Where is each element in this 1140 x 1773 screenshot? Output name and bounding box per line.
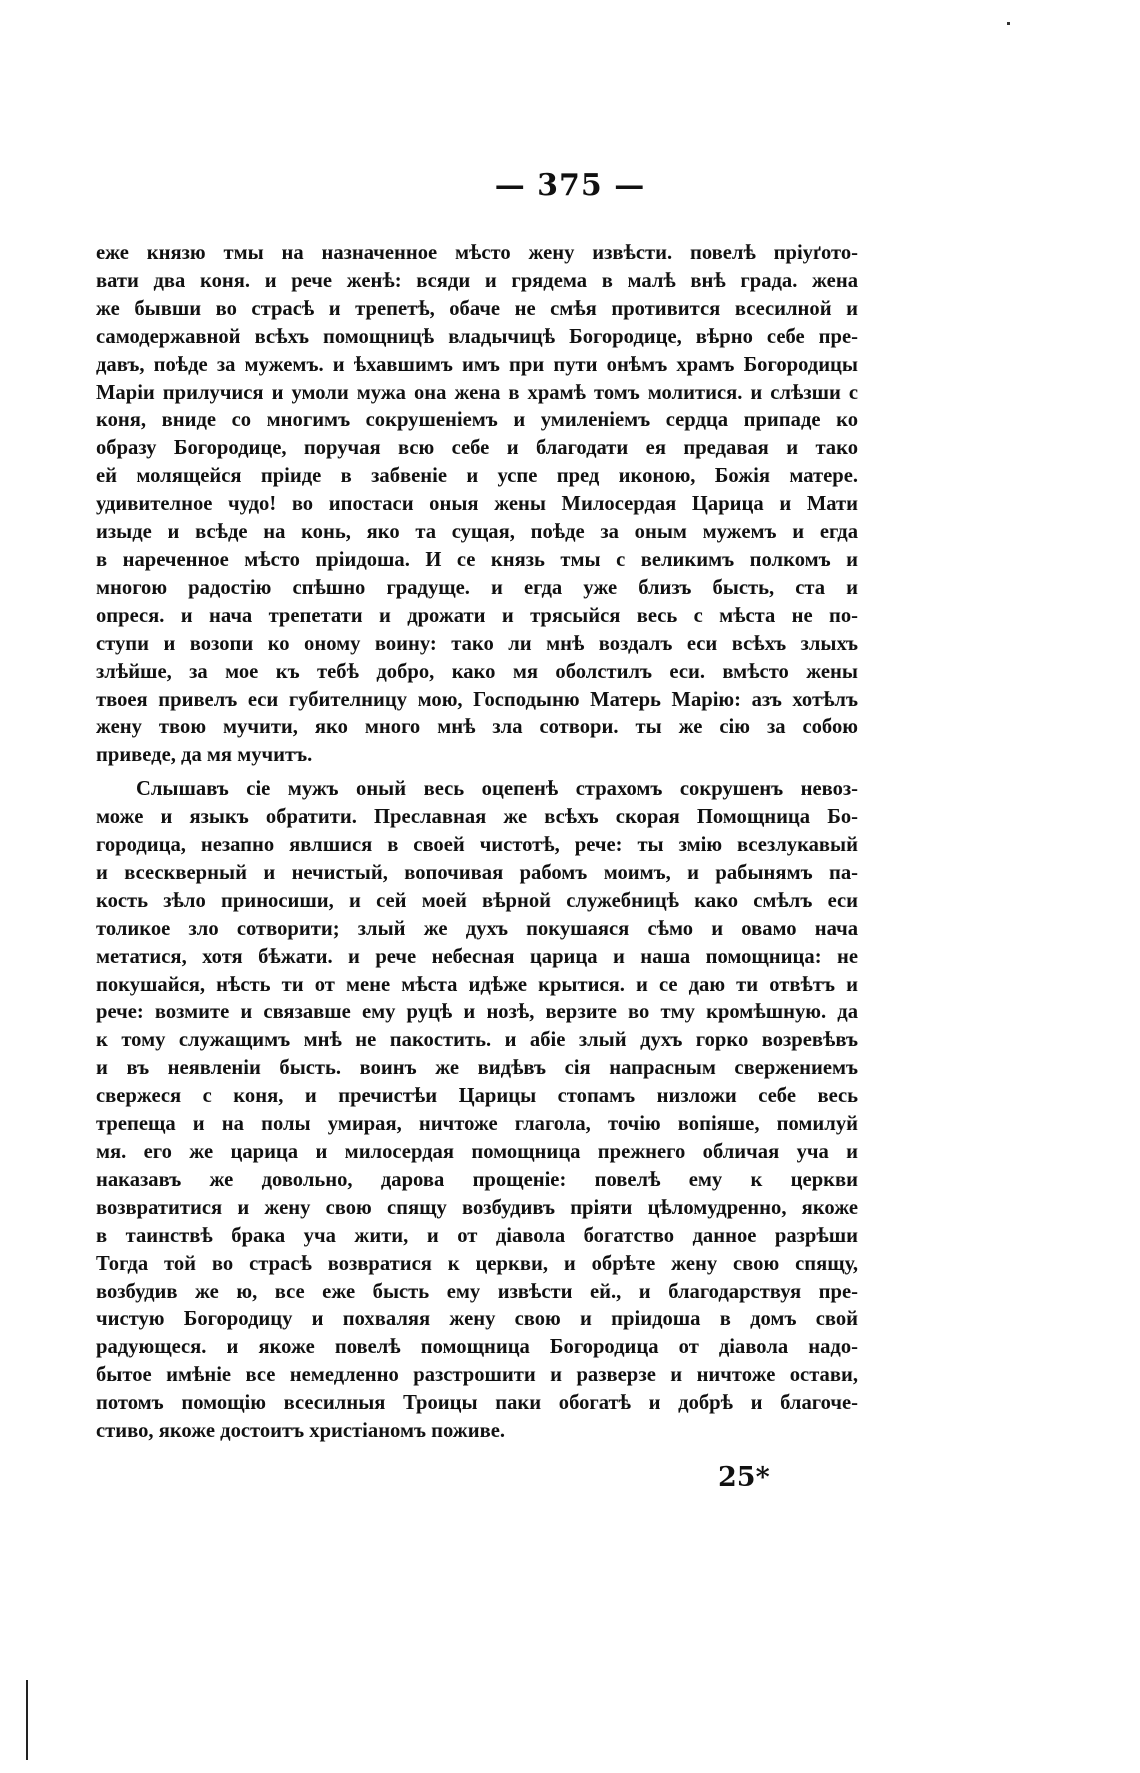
text-line: вати два коня. и рече женѣ: всяди и грядема в малѣ внѣ града. жена — [96, 269, 858, 292]
text-line: мя. его же царица и милосердая помощница прежнего обличая уча и — [96, 1141, 858, 1163]
scan-edge-mark — [26, 1680, 28, 1760]
text-line: Тогда той во страсѣ возвратися к церкви, и обрѣте жену свою спящу, — [96, 1252, 858, 1275]
text-line: образу Богородице, поручая всю себе и благодати ея предавая и тако — [96, 437, 858, 460]
text-line: самодержавной всѣхъ помощницѣ владычицѣ Богородице, вѣрно себе пре- — [96, 325, 858, 348]
text-line: потомъ помощію всесилныя Троицы паки обогатѣ и добрѣ и благоче- — [96, 1392, 858, 1415]
text-line: Маріи прилучися и умоли мужа она жена в храмѣ томъ молитися. и слѣзши с — [96, 381, 858, 404]
text-line: возбудив же ю, все еже бысть ему извѣсти ей., и благодарствуя пре- — [96, 1280, 858, 1303]
text-line: к тому служащимъ мнѣ не пакостить. и абіе злый духъ горко возревѣвъ — [96, 1029, 858, 1052]
text-line: радующеся. и якоже повелѣ помощница Богородица от діавола надо- — [96, 1336, 858, 1359]
text-line: возвратитися и жену свою спящу возбудивъ пріяти цѣломудренно, якоже — [96, 1196, 858, 1219]
paragraph-2 — [96, 776, 858, 1446]
text-line: и всескверный и нечистый, вопочивая рабомъ моимъ, и рабынямъ па- — [96, 861, 858, 884]
text-line: же бывши во страсѣ и трепетѣ, обаче не смѣя противится всесилной и — [96, 297, 858, 320]
text-line: стиво, якоже достоитъ христіаномъ поживе. — [96, 1420, 505, 1443]
text-line: покушайся, нѣсть ти от мене мѣста идѣже крытися. и се даю ти отвѣтъ и — [96, 973, 858, 996]
text-line: може и языкъ обратити. Преславная же всѣхъ скорая Помощница Бо- — [96, 806, 858, 829]
text-line: ей молящейся пріиде в забвеніе и успе пред иконою, Божія матере. — [96, 465, 858, 488]
text-line: бытое имѣніе все немедленно разстрошити и разверзе и ничтоже остави, — [96, 1364, 858, 1387]
text-line: наказавъ же довольно, дарова прощеніе: повелѣ ему к церкви — [96, 1168, 858, 1191]
text-line: давъ, поѣде за мужемъ. и ѣхавшимъ имъ при пути онѣмъ храмъ Богородицы — [96, 353, 858, 376]
text-line: чистую Богородицу и похваляя жену свою и пріидоша в домъ свой — [96, 1308, 858, 1331]
text-line: ступи и возопи ко оному воину: тако ли мнѣ воздалъ еси всѣхъ злыхъ — [96, 632, 858, 655]
text-line: жену твою мучити, яко много мнѣ зла сотвори. ты же сію за собою — [96, 716, 858, 739]
text-line: Слышавъ сіе мужъ оный весь оцепенѣ страхомъ сокрушенъ невоз- — [136, 778, 858, 801]
text-line: в нареченное мѣсто пріидоша. И се князь тмы с великимъ полкомъ и — [96, 548, 858, 571]
text-line: твоея привелъ еси губителницу мою, Господыню Матерь Марію: азъ хотѣлъ — [96, 688, 858, 711]
text-line: опреся. и нача трепетати и дрожати и трясыйся весь с мѣста не по- — [96, 604, 858, 627]
text-line: изыде и всѣде на конь, яко та сущая, поѣде за оным мужемъ и егда — [96, 521, 858, 544]
text-line: удивителное чудо! во ипостаси оныя жены Милосердая Царица и Мати — [96, 493, 858, 516]
text-line: рече: возмите и связавше ему руцѣ и нозѣ, верзите во тму кромѣшную. да — [96, 1001, 858, 1024]
paragraph-1 — [96, 240, 858, 770]
text-line: злѣйше, за мое къ тебѣ добро, како мя оболстилъ еси. вмѣсто жены — [96, 660, 858, 683]
text-line: метатися, хотя бѣжати. и рече небесная царица и наша помощница: не — [96, 945, 858, 968]
signature-mark: 25* — [718, 1462, 770, 1493]
text-line: городица, незапно явлшися в своей чистотѣ, рече: ты змію всезлукавый — [96, 834, 858, 857]
text-line: и въ неявленіи бысть. воинъ же видѣвъ сія напрасным свержениемъ — [96, 1057, 858, 1080]
text-line: приведе, да мя мучитъ. — [96, 744, 313, 767]
body-text — [96, 240, 858, 1446]
text-line: коня, вниде со многимъ сокрушеніемъ и умиленіемъ сердца припаде ко — [96, 409, 858, 432]
text-line: толикое зло сотворити; злый же духъ покушаяся сѣмо и овамо нача — [96, 917, 858, 940]
text-line: трепеща и на полы умирая, ничтоже глагола, точію вопіяше, помилуй — [96, 1113, 858, 1136]
page-number: — 375 — — [494, 168, 646, 203]
text-line: еже князю тмы на назначенное мѣсто жену извѣсти. повелѣ пріуґото- — [96, 242, 858, 264]
print-speck — [1007, 22, 1010, 25]
text-line: многою радостію спѣшно градуще. и егда уже близъ бысть, ста и — [96, 576, 858, 599]
text-line: кость зѣло приносиши, и сей моей вѣрной служебницѣ како смѣлъ еси — [96, 889, 858, 912]
text-line: свержеся с коня, и пречистѣи Царицы стопамъ низложи себе весь — [96, 1085, 858, 1108]
text-line: в таинствѣ брака уча жити, и от діавола богатство данное разрѣши — [96, 1224, 858, 1247]
